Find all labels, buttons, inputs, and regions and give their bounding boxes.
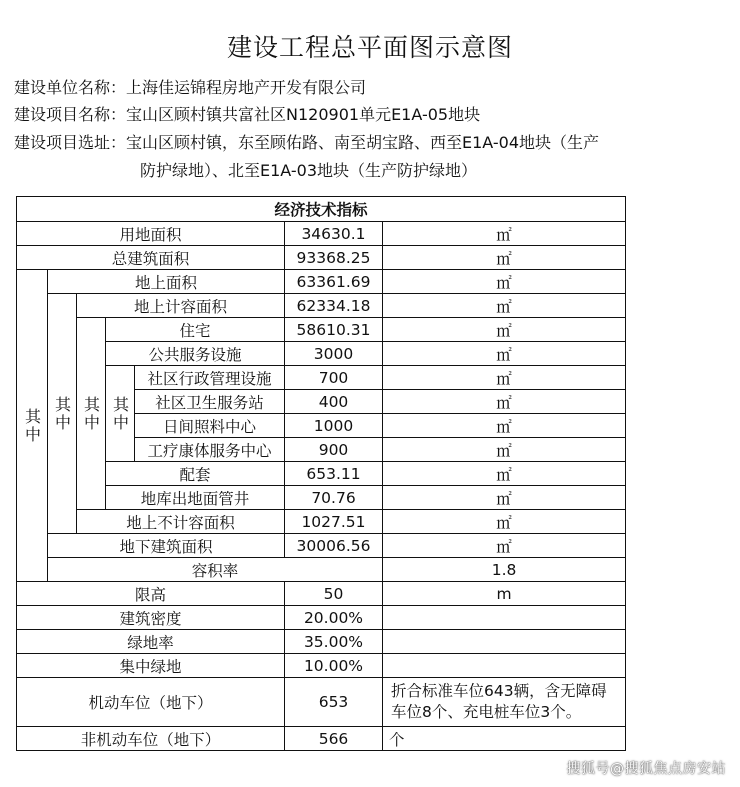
table-row: [17, 558, 626, 582]
row-value: 63361.69: [285, 270, 383, 294]
unit-label: 建设单位名称：: [14, 78, 127, 97]
project-label: 建设项目名称：: [14, 105, 127, 124]
row-value: 62334.18: [285, 294, 383, 318]
table-row: [17, 197, 626, 222]
row-unit: ㎡: [383, 246, 626, 270]
row-label: 地下建筑面积: [48, 534, 285, 558]
table-row: [17, 654, 626, 678]
row-label: 建筑密度: [17, 606, 285, 630]
table-row: [17, 678, 626, 727]
row-unit: ㎡: [383, 390, 626, 414]
info-line-unit: [14, 78, 366, 98]
row-value: 653: [285, 678, 383, 727]
row-value: 10.00%: [285, 654, 383, 678]
row-label: 日间照料中心: [135, 414, 285, 438]
table-row: [17, 534, 626, 558]
row-unit: [383, 630, 626, 654]
row-label: 限高: [17, 582, 285, 606]
row-label: 容积率: [48, 558, 383, 582]
row-note: 折合标准车位643辆，含无障碍车位8个、充电桩车位3个。: [383, 678, 626, 727]
info-line-site: [14, 133, 599, 153]
row-value: 900: [285, 438, 383, 462]
table-row: [17, 270, 626, 294]
row-label: 总建筑面积: [17, 246, 285, 270]
row-unit: ㎡: [383, 318, 626, 342]
row-value: 70.76: [285, 486, 383, 510]
table-row: [17, 462, 626, 486]
row-unit: ㎡: [383, 270, 626, 294]
row-label: 机动车位（地下）: [17, 678, 285, 727]
row-label: 集中绿地: [17, 654, 285, 678]
table-header: 经济技术指标: [17, 197, 626, 222]
row-label: 地上计容面积: [77, 294, 285, 318]
table-row: [17, 510, 626, 534]
row-unit: 个: [383, 727, 626, 751]
row-value: 700: [285, 366, 383, 390]
info-line-site-cont: [140, 161, 477, 181]
site-value-line1: 宝山区顾村镇，东至顾佑路、南至胡宝路、西至E1A-04地块（生产: [126, 133, 600, 152]
row-unit: ㎡: [383, 438, 626, 462]
row-label: 绿地率: [17, 630, 285, 654]
watermark: 搜狐号@搜狐焦点房安站: [566, 761, 726, 777]
row-unit: ㎡: [383, 510, 626, 534]
row-value: 58610.31: [285, 318, 383, 342]
row-unit: ㎡: [383, 294, 626, 318]
row-unit: ㎡: [383, 486, 626, 510]
table-row: [17, 606, 626, 630]
row-label: 社区卫生服务站: [135, 390, 285, 414]
row-unit: ㎡: [383, 414, 626, 438]
row-label: 工疗康体服务中心: [135, 438, 285, 462]
row-value: 1027.51: [285, 510, 383, 534]
table-row: [17, 342, 626, 366]
row-value: 20.00%: [285, 606, 383, 630]
table-row: [17, 727, 626, 751]
row-unit: m: [383, 582, 626, 606]
of-which-level4: 其中: [106, 366, 135, 462]
table-row: [17, 630, 626, 654]
row-value: 653.11: [285, 462, 383, 486]
row-value: 3000: [285, 342, 383, 366]
row-unit: [383, 606, 626, 630]
page-title: 建设工程总平面图示意图: [226, 33, 513, 62]
table-row: [17, 486, 626, 510]
row-unit: ㎡: [383, 534, 626, 558]
row-label: 用地面积: [17, 222, 285, 246]
row-value: 35.00%: [285, 630, 383, 654]
row-label: 非机动车位（地下）: [17, 727, 285, 751]
table-row: [17, 366, 626, 390]
row-label: 公共服务设施: [106, 342, 285, 366]
row-value: 50: [285, 582, 383, 606]
row-value: 30006.56: [285, 534, 383, 558]
info-line-project: [14, 105, 480, 125]
table-row: [17, 582, 626, 606]
row-label: 地上面积: [48, 270, 285, 294]
of-which-level3: 其中: [77, 318, 106, 510]
row-value: 1000: [285, 414, 383, 438]
table-row: [17, 246, 626, 270]
site-label: 建设项目选址：: [14, 133, 127, 152]
economic-indicators-table: [16, 196, 626, 751]
table-row: [17, 318, 626, 342]
row-value: 400: [285, 390, 383, 414]
site-value-line2: 防护绿地）、北至E1A-03地块（生产防护绿地）: [140, 161, 478, 180]
table-row: [17, 294, 626, 318]
of-which-level1: 其中: [17, 270, 48, 582]
unit-value: 上海佳运锦程房地产开发有限公司: [126, 78, 367, 97]
row-unit: ㎡: [383, 342, 626, 366]
row-label: 配套: [106, 462, 285, 486]
row-label: 地上不计容面积: [77, 510, 285, 534]
row-label: 社区行政管理设施: [135, 366, 285, 390]
row-unit: ㎡: [383, 462, 626, 486]
row-label: 地库出地面管井: [106, 486, 285, 510]
row-unit: ㎡: [383, 366, 626, 390]
row-label: 住宅: [106, 318, 285, 342]
table-row: [17, 222, 626, 246]
project-value: 宝山区顾村镇共富社区N120901单元E1A-05地块: [126, 105, 481, 124]
row-value: 566: [285, 727, 383, 751]
row-unit: [383, 654, 626, 678]
row-value: 1.8: [383, 558, 626, 582]
row-value: 34630.1: [285, 222, 383, 246]
of-which-level2: 其中: [48, 294, 77, 534]
row-value: 93368.25: [285, 246, 383, 270]
row-unit: ㎡: [383, 222, 626, 246]
